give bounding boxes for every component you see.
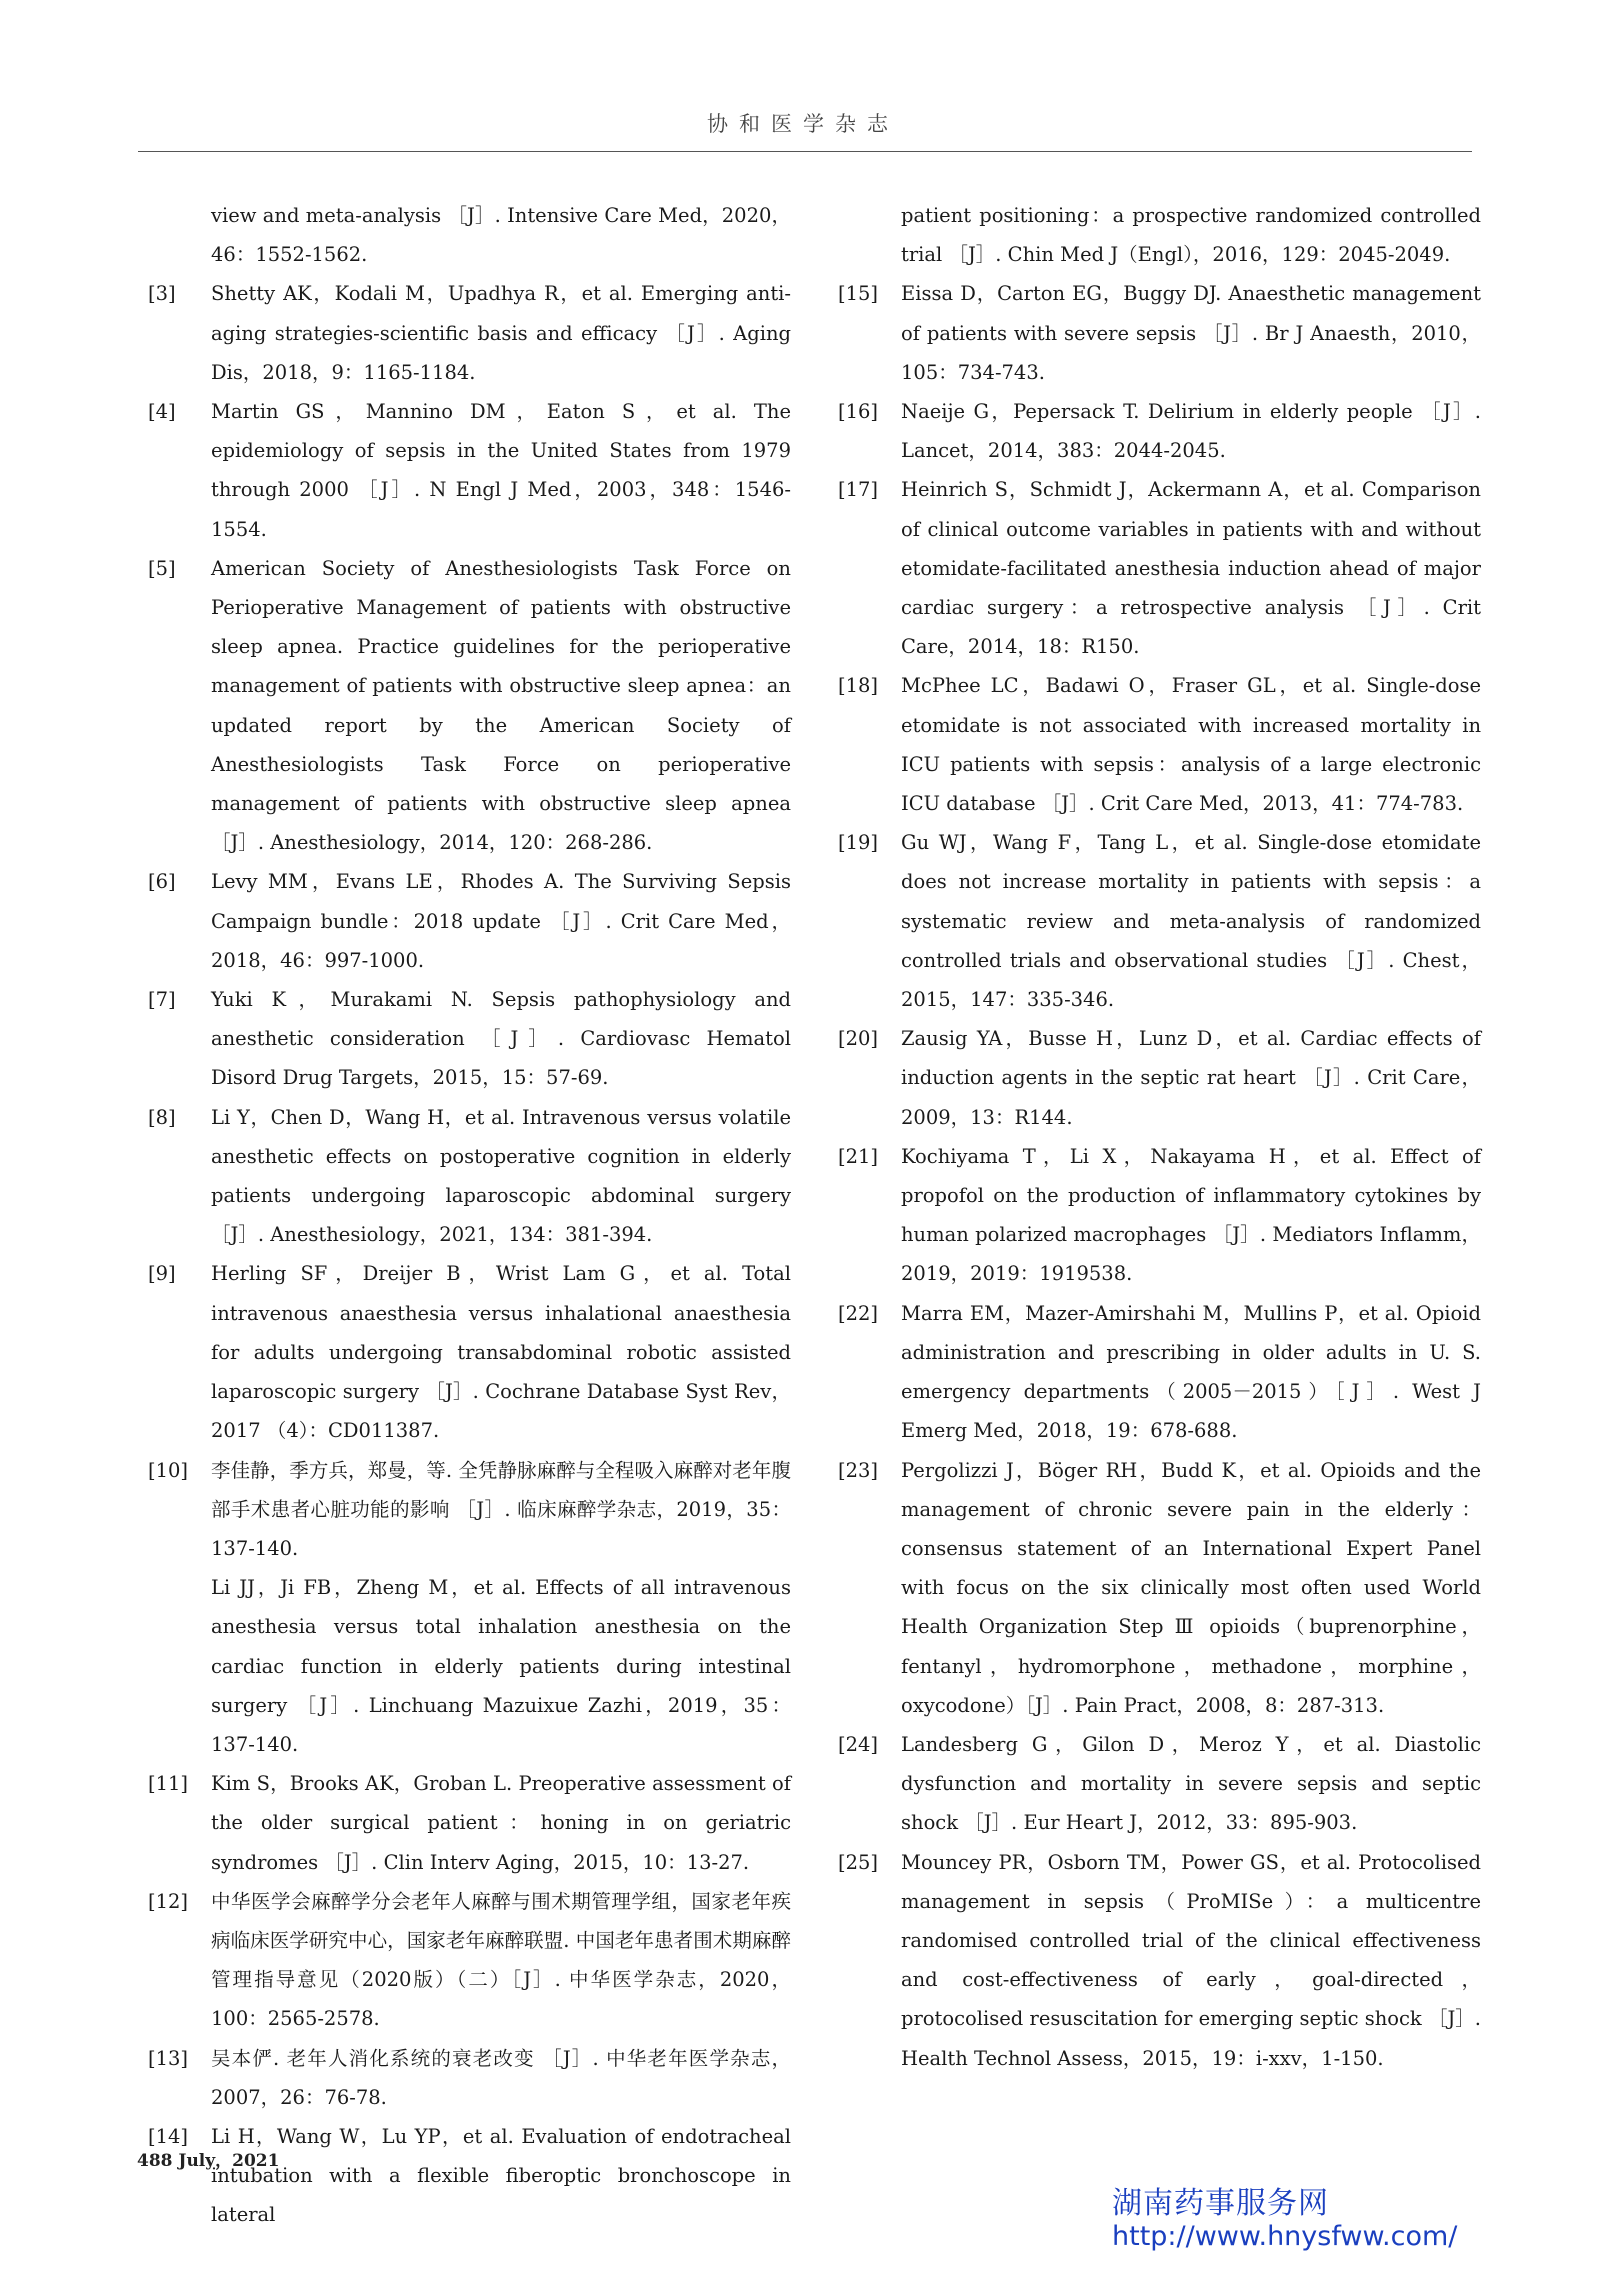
- reference-entry: [148, 1568, 791, 1764]
- reference-text: Naeije G，Pepersack T. Delirium in elderly people ［J］. Lancet，2014，383：2044-2045.: [901, 400, 1481, 463]
- reference-text: Zausig YA，Busse H，Lunz D，et al. Cardiac effects of induction agents in the septic rat heart ［J］. Crit Care，2009，13：R144.: [901, 1027, 1481, 1129]
- reference-entry: [148, 1451, 791, 1569]
- reference-column-right: [838, 196, 1481, 2078]
- reference-entry: [148, 2117, 791, 2235]
- reference-entry: [838, 1451, 1481, 1725]
- journal-title: 协和医学杂志: [707, 112, 899, 136]
- reference-text: Mouncey PR，Osborn TM，Power GS，et al. Protocolised management in sepsis（ProMISe）：a multicentre randomised controlled trial of the clinical effectiveness and cost-effectiveness of early，goal-directed，protocolised resuscitation for emerging septic shock ［J］. Health Technol Assess，2015，19：i-xxv，1-150.: [901, 1850, 1481, 2070]
- reference-number: [23]: [838, 1458, 879, 1482]
- reference-entry: [148, 2039, 791, 2117]
- reference-text: McPhee LC，Badawi O，Fraser GL，et al. Single-dose etomidate is not associated with increased mortality in ICU patients with sepsis：analysis of a large electronic ICU database ［J］. Crit Care Med，2013，41：774-783.: [901, 674, 1481, 816]
- reference-text: Landesberg G，Gilon D，Meroz Y，et al. Diastolic dysfunction and mortality in severe sepsis and septic shock ［J］. Eur Heart J，2012，33：895-903.: [901, 1732, 1481, 1835]
- reference-entry: [838, 470, 1481, 666]
- reference-entry: [148, 392, 791, 549]
- reference-text: Levy MM，Evans LE，Rhodes A. The Surviving Sepsis Campaign bundle：2018 update ［J］. Crit Care Med，2018，46：997-1000.: [211, 870, 791, 972]
- reference-number: [25]: [838, 1850, 879, 1874]
- reference-number: [17]: [838, 478, 879, 502]
- reference-entry: [838, 1843, 1481, 2078]
- reference-number: [16]: [838, 400, 879, 424]
- reference-text: 李佳静，季方兵，郑曼，等. 全凭静脉麻醉与全程吸入麻醉对老年腹部手术患者心脏功能的影响 ［J］. 临床麻醉学杂志，2019，35：137-140.: [211, 1458, 791, 1560]
- reference-text: Heinrich S，Schmidt J，Ackermann A，et al. Comparison of clinical outcome variables in patients with and without etomidate-facilitated anesthesia induction ahead of major cardiac surgery：a retrospective analysis ［J］. Crit Care，2014，18：R150.: [901, 478, 1481, 659]
- reference-number: [3]: [148, 282, 176, 306]
- reference-number: [12]: [148, 1889, 189, 1913]
- reference-number: [8]: [148, 1105, 176, 1129]
- reference-entry: [838, 1019, 1481, 1137]
- reference-text: view and meta-analysis ［J］. Intensive Care Med，2020，46：1552-1562.: [211, 204, 791, 267]
- reference-entry: [838, 1725, 1481, 1843]
- reference-number: [14]: [148, 2124, 189, 2148]
- reference-number: [21]: [838, 1144, 879, 1168]
- reference-number: [13]: [148, 2046, 189, 2070]
- reference-text: Li H，Wang W，Lu YP，et al. Evaluation of endotracheal intubation with a flexible fiberoptic bronchoscope in lateral: [211, 2124, 791, 2227]
- reference-text: Martin GS，Mannino DM，Eaton S，et al. The epidemiology of sepsis in the United States from 1979 through 2000 ［J］. N Engl J Med，2003，348：1546-1554.: [211, 400, 791, 541]
- reference-number: [24]: [838, 1732, 879, 1756]
- reference-entry: [148, 1254, 791, 1450]
- reference-number: [7]: [148, 988, 176, 1012]
- reference-entry: [838, 392, 1481, 470]
- reference-number: [22]: [838, 1301, 879, 1325]
- reference-entry: [838, 274, 1481, 392]
- watermark[interactable]: [1112, 2186, 1492, 2253]
- reference-entry: [838, 1294, 1481, 1451]
- reference-number: [18]: [838, 674, 879, 698]
- reference-entry: [148, 1882, 791, 2039]
- reference-text: American Society of Anesthesiologists Task Force on Perioperative Management of patients with obstructive sleep apnea. Practice guidelines for the perioperative management of patients with obstructive sleep apnea：an updated report by the American Society of Anesthesiologists Task Force on perioperative management of patients with obstructive sleep apnea ［J］. Anesthesiology，2014，120：268-286.: [211, 556, 791, 855]
- reference-text: Kochiyama T，Li X，Nakayama H，et al. Effect of propofol on the production of inflammatory cytokines by human polarized macrophages ［J］. Mediators Inflamm，2019，2019：1919538.: [901, 1144, 1481, 1286]
- reference-text: Pergolizzi J，Böger RH，Budd K，et al. Opioids and the management of chronic severe pain in the elderly：consensus statement of an International Expert Panel with focus on the six clinically most often used World Health Organization Step Ⅲ opioids（buprenorphine，fentanyl，hydromorphone，methadone，morphine，oxycodone）［J］. Pain Pract，2008，8：287-313.: [901, 1458, 1481, 1717]
- reference-text: patient positioning：a prospective randomized controlled trial ［J］. Chin Med J（Engl），2016，129：2045-2049.: [901, 204, 1481, 267]
- reference-entry: [148, 549, 791, 863]
- reference-number: [10]: [148, 1458, 189, 1482]
- header-divider: [138, 151, 1472, 152]
- reference-text: Shetty AK，Kodali M，Upadhya R，et al. Emerging anti-aging strategies-scientific basis and efficacy ［J］. Aging Dis，2018，9：1165-1184.: [211, 282, 791, 384]
- reference-entry: [838, 1137, 1481, 1294]
- reference-text: 吴本俨. 老年人消化系统的衰老改变 ［J］. 中华老年医学杂志，2007，26：76-78.: [211, 2046, 791, 2109]
- reference-entry: [838, 196, 1481, 274]
- reference-text: Li JJ，Ji FB，Zheng M，et al. Effects of all intravenous anesthesia versus total inhalation anesthesia on the cardiac function in elderly patients during intestinal surgery ［J］. Linchuang Mazuixue Zazhi，2019，35：137-140.: [211, 1576, 791, 1756]
- reference-number: [15]: [838, 282, 879, 306]
- reference-text: Marra EM，Mazer-Amirshahi M，Mullins P，et al. Opioid administration and prescribing in older adults in U. S. emergency departments（2005－2015）［J］. West J Emerg Med，2018，19：678-688.: [901, 1301, 1481, 1443]
- reference-entry: [838, 666, 1481, 823]
- watermark-site-name: 湖南药事服务网: [1112, 2186, 1329, 2221]
- reference-entry: [148, 1764, 791, 1882]
- reference-entry: [148, 1098, 791, 1255]
- page-footer: 488 July，2021: [137, 2151, 280, 2171]
- reference-entry: [838, 823, 1481, 1019]
- reference-text: Herling SF，Dreijer B，Wrist Lam G，et al. Total intravenous anaesthesia versus inhalational anaesthesia for adults undergoing transabdominal robotic assisted laparoscopic surgery ［J］. Cochrane Database Syst Rev，2017 （4）：CD011387.: [211, 1262, 791, 1443]
- reference-number: [20]: [838, 1027, 879, 1051]
- reference-text: Yuki K，Murakami N. Sepsis pathophysiology and anesthetic consideration ［J］. Cardiovasc Hematol Disord Drug Targets，2015，15：57-69.: [211, 988, 791, 1090]
- reference-text: 中华医学会麻醉学分会老年人麻醉与围术期管理学组，国家老年疾病临床医学研究中心，国家老年麻醉联盟. 中国老年患者围术期麻醉管理指导意见（2020版）（二）［J］. 中华医学杂志，2020，100：2565-2578.: [211, 1889, 791, 2031]
- reference-text: Li Y，Chen D，Wang H，et al. Intravenous versus volatile anesthetic effects on postoperative cognition in elderly patients undergoing laparoscopic abdominal surgery ［J］. Anesthesiology，2021，134：381-394.: [211, 1105, 791, 1247]
- reference-text: Eissa D，Carton EG，Buggy DJ. Anaesthetic management of patients with severe sepsis ［J］. Br J Anaesth，2010，105：734-743.: [901, 282, 1481, 384]
- reference-number: [19]: [838, 831, 879, 855]
- reference-number: [4]: [148, 400, 176, 424]
- reference-entry: [148, 196, 791, 274]
- reference-column-left: [148, 196, 791, 2235]
- reference-entry: [148, 862, 791, 980]
- watermark-url-link[interactable]: http://www.hnysfww.com/: [1112, 2221, 1458, 2253]
- reference-number: [9]: [148, 1262, 176, 1286]
- reference-entry: [148, 980, 791, 1098]
- reference-number: [6]: [148, 870, 176, 894]
- reference-entry: [148, 274, 791, 392]
- reference-text: Kim S，Brooks AK，Groban L. Preoperative assessment of the older surgical patient：honing in on geriatric syndromes ［J］. Clin Interv Aging，2015，10：13-27.: [211, 1772, 791, 1874]
- reference-text: Gu WJ，Wang F，Tang L，et al. Single-dose etomidate does not increase mortality in patients with sepsis：a systematic review and meta-analysis of randomized controlled trials and observational studies ［J］. Chest，2015，147：335-346.: [901, 831, 1481, 1012]
- reference-number: [5]: [148, 556, 176, 580]
- reference-number: [11]: [148, 1772, 189, 1796]
